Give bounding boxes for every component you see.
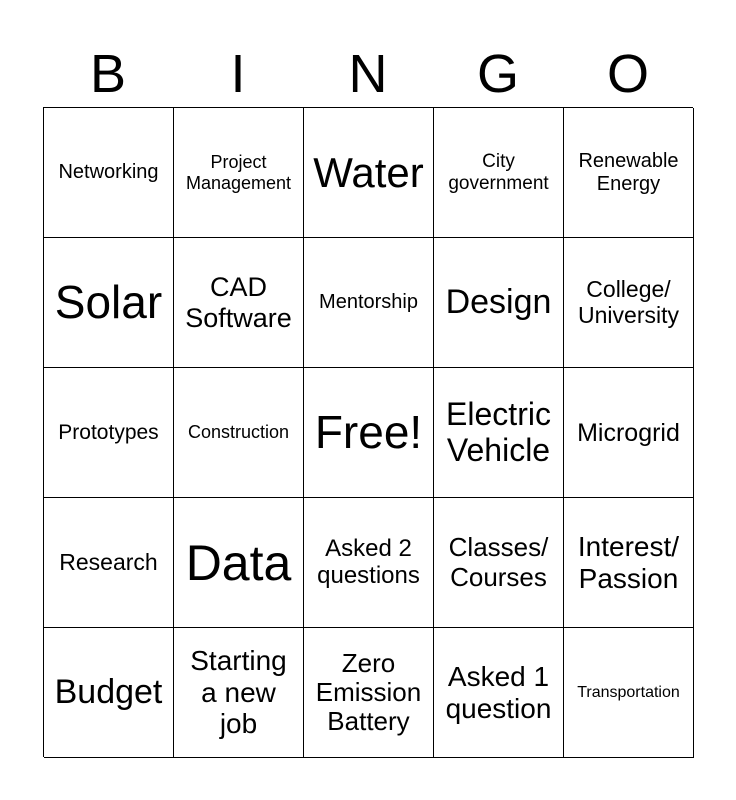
bingo-cell[interactable]: College/ University: [564, 238, 694, 368]
header-letter-n: N: [348, 44, 388, 104]
header-letter-g: G: [476, 44, 519, 104]
bingo-cell[interactable]: Design: [434, 238, 564, 368]
bingo-cell[interactable]: Starting a new job: [174, 628, 304, 758]
bingo-cell[interactable]: Mentorship: [304, 238, 434, 368]
bingo-header: [43, 44, 693, 104]
header-letter-b: B: [89, 44, 127, 104]
header-letter-i: I: [230, 44, 246, 104]
bingo-board: [43, 107, 693, 757]
bingo-cell[interactable]: Electric Vehicle: [434, 368, 564, 498]
bingo-cell[interactable]: Solar: [44, 238, 174, 368]
bingo-cell[interactable]: Interest/ Passion: [564, 498, 694, 628]
bingo-cell[interactable]: CAD Software: [174, 238, 304, 368]
bingo-cell[interactable]: Microgrid: [564, 368, 694, 498]
bingo-cell[interactable]: Zero Emission Battery: [304, 628, 434, 758]
bingo-cell[interactable]: Water: [304, 108, 434, 238]
bingo-cell[interactable]: Construction: [174, 368, 304, 498]
free-space-cell[interactable]: Free!: [304, 368, 434, 498]
bingo-cell[interactable]: Research: [44, 498, 174, 628]
bingo-cell[interactable]: Project Management: [174, 108, 304, 238]
bingo-cell[interactable]: Data: [174, 498, 304, 628]
bingo-cell[interactable]: Asked 2 questions: [304, 498, 434, 628]
bingo-cell[interactable]: Renewable Energy: [564, 108, 694, 238]
bingo-cell[interactable]: City government: [434, 108, 564, 238]
bingo-cell[interactable]: Budget: [44, 628, 174, 758]
bingo-cell[interactable]: Prototypes: [44, 368, 174, 498]
header-letter-o: O: [606, 44, 649, 104]
bingo-cell[interactable]: Transportation: [564, 628, 694, 758]
bingo-cell[interactable]: Networking: [44, 108, 174, 238]
bingo-cell[interactable]: Classes/ Courses: [434, 498, 564, 628]
bingo-cell[interactable]: Asked 1 question: [434, 628, 564, 758]
